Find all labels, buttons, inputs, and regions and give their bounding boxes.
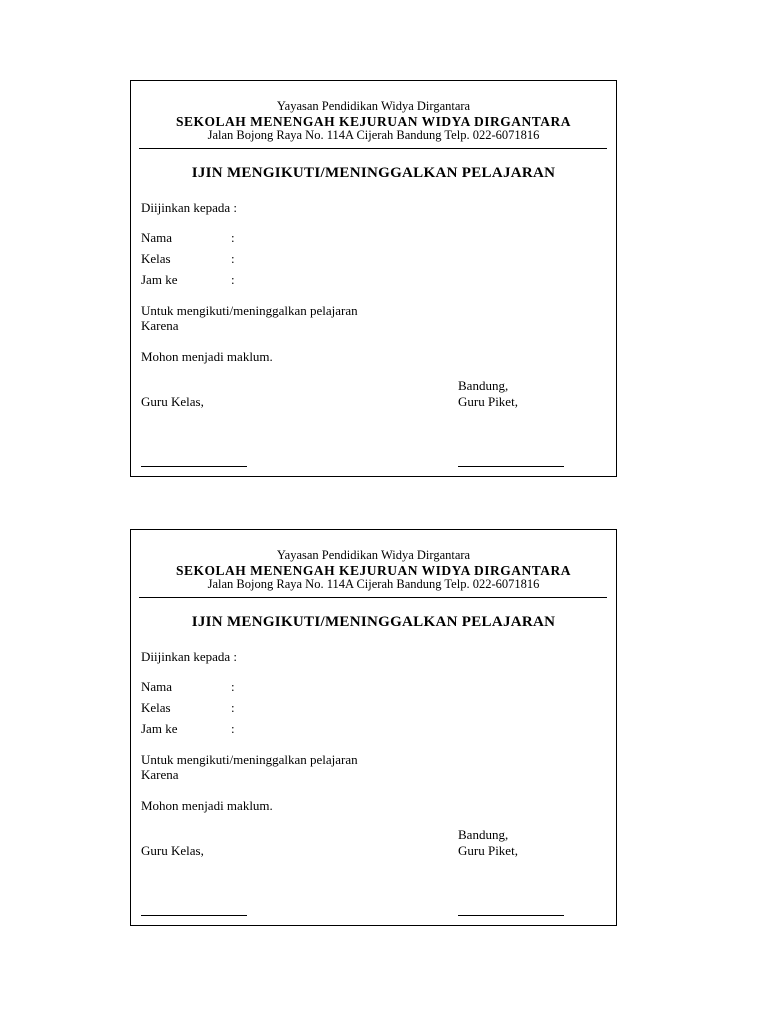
slip-title: IJIN MENGIKUTI/MENINGGALKAN PELAJARAN — [191, 165, 556, 181]
right-signer-label: Guru Piket, — [458, 394, 518, 409]
intro-text: Diijinkan kepada : — [141, 649, 238, 664]
reason-label: Karena — [141, 318, 179, 333]
permission-slip — [130, 80, 617, 477]
permission-slip — [130, 529, 617, 926]
reason-label: Karena — [141, 767, 179, 782]
field-colon: : — [231, 721, 235, 736]
right-signer-label: Guru Piket, — [458, 843, 518, 858]
left-signer-label: Guru Kelas, — [141, 394, 204, 409]
purpose-text: Untuk mengikuti/meninggalkan pelajaran — [141, 752, 358, 767]
left-signer-label: Guru Kelas, — [141, 843, 204, 858]
intro-text: Diijinkan kepada : — [141, 200, 238, 215]
place-date: Bandung, — [458, 827, 509, 842]
field-label-kelas: Kelas — [141, 700, 171, 715]
closing-text: Mohon menjadi maklum. — [141, 349, 273, 364]
closing-text: Mohon menjadi maklum. — [141, 798, 273, 813]
left-signature-line — [141, 466, 247, 467]
field-colon: : — [231, 700, 235, 715]
field-colon: : — [231, 230, 235, 245]
place-date: Bandung, — [458, 378, 509, 393]
school-name: SEKOLAH MENENGAH KEJURUAN WIDYA DIRGANTARA — [175, 563, 572, 578]
right-signature-line — [458, 915, 564, 916]
school-address: Jalan Bojong Raya No. 114A Cijerah Bandung Telp. 022-6071816 — [207, 577, 540, 591]
right-signature-line — [458, 466, 564, 467]
foundation-name: Yayasan Pendidikan Widya Dirgantara — [276, 548, 471, 562]
field-colon: : — [231, 251, 235, 266]
foundation-name: Yayasan Pendidikan Widya Dirgantara — [276, 99, 471, 113]
left-signature-line — [141, 915, 247, 916]
purpose-text: Untuk mengikuti/meninggalkan pelajaran — [141, 303, 358, 318]
field-label-nama: Nama — [141, 230, 173, 245]
school-address: Jalan Bojong Raya No. 114A Cijerah Bandung Telp. 022-6071816 — [207, 128, 540, 142]
school-name: SEKOLAH MENENGAH KEJURUAN WIDYA DIRGANTARA — [175, 114, 572, 129]
field-label-jam-ke: Jam ke — [141, 721, 178, 736]
slip-title: IJIN MENGIKUTI/MENINGGALKAN PELAJARAN — [191, 614, 556, 630]
field-label-nama: Nama — [141, 679, 173, 694]
field-label-jam-ke: Jam ke — [141, 272, 178, 287]
header-divider — [139, 148, 607, 149]
header-divider — [139, 597, 607, 598]
field-colon: : — [231, 679, 235, 694]
field-colon: : — [231, 272, 235, 287]
field-label-kelas: Kelas — [141, 251, 171, 266]
